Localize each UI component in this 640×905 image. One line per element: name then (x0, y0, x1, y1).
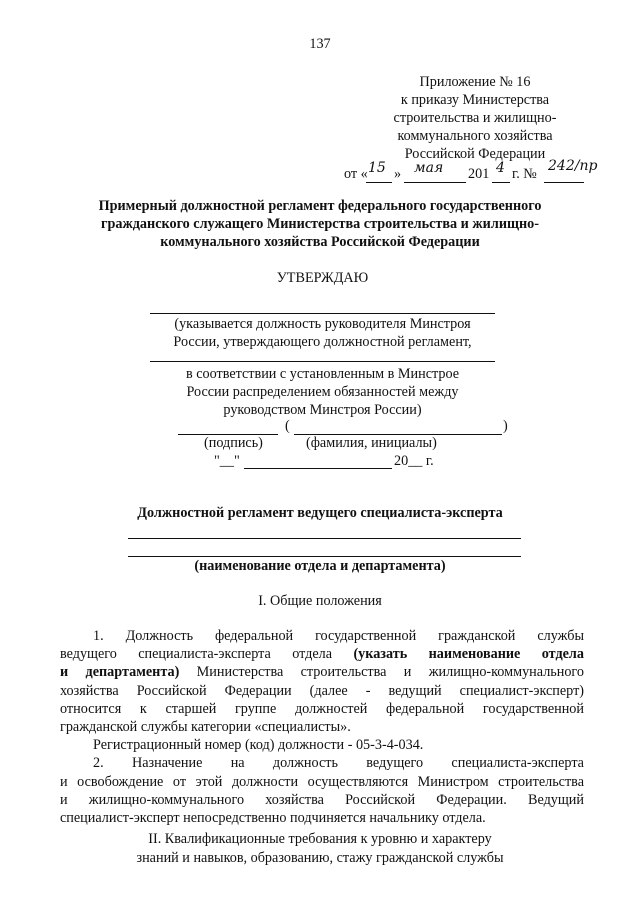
appendix-line: к приказу Министерства (400, 92, 550, 108)
paragraph-1-text: Министерства строительства и жилищно-коммунального (179, 664, 584, 681)
section-1-body (60, 627, 584, 827)
title-line: коммунального хозяйства Российской Федерации (160, 234, 480, 250)
approval-heading: УТВЕРЖДАЮ (276, 270, 369, 286)
paragraph-1-line: 1. Должность федеральной государственной гражданской службы (93, 628, 584, 644)
section-2-heading-line: II. Квалификационные требования к уровню и характеру (148, 831, 492, 847)
approval-note (150, 315, 495, 351)
paragraph-2-line: и жилищно-коммунального хозяйства Российской Федерации. Ведущий (60, 791, 584, 808)
department-label: (наименование отдела и департамента) (194, 558, 446, 574)
date-prefix: от « (344, 166, 368, 182)
appendix-line: Приложение № 16 (419, 74, 531, 90)
paragraph-2-line: и освобождение от этой должности осуществляются Министром строительства (60, 773, 584, 790)
signature-label: (подпись) (204, 435, 263, 451)
appendix-line: Российской Федерации (404, 146, 546, 162)
paragraph-2-line: специалист-эксперт непосредственно подчиняется начальнику отдела. (60, 810, 486, 827)
paragraph-1-bold: и департамента) (60, 664, 180, 681)
paragraph-1-line (60, 645, 584, 663)
page-number: 137 (309, 36, 331, 52)
approval-note-line: России, утверждающего должностной регламент, (173, 334, 472, 350)
date-close-quote: » (394, 166, 402, 182)
document-title (60, 197, 580, 251)
date-year-prefix: 201 (468, 166, 490, 182)
title-line: Примерный должностной регламент федерального государственного (98, 198, 542, 214)
registration-number: Регистрационный номер (код) должности - 05-3-4-034. (93, 737, 424, 754)
appendix-line: коммунального хозяйства (397, 128, 553, 144)
paragraph-2-line: 2. Назначение на должность ведущего специалиста-эксперта (93, 755, 584, 772)
paragraph-1-text: ведущего специалиста-эксперта отдела (60, 646, 354, 663)
title-line: гражданского служащего Министерства строительства и жилищно- (101, 216, 539, 232)
date-day-handwritten: 15 (368, 160, 386, 176)
name-paren-open: ( (285, 418, 290, 434)
approval-date-quote: "__" (214, 453, 240, 469)
regulation-title: Должностной регламент ведущего специалиста-эксперта (137, 505, 503, 521)
approval-note-cont (150, 365, 495, 419)
date-year-digit-handwritten: 4 (496, 160, 505, 176)
order-number-handwritten: 242/пр (548, 158, 598, 174)
section-1-heading: I. Общие положения (258, 593, 382, 609)
paragraph-1-line: относится к старшей группе должностей федеральной государственной (60, 700, 584, 717)
name-paren-close: ) (503, 418, 508, 434)
appendix-line: строительства и жилищно- (393, 110, 557, 126)
approval-year: 20__ г. (394, 453, 434, 469)
approval-note-line: (указывается должность руководителя Минстроя (174, 316, 471, 332)
order-date-line (344, 158, 624, 186)
order-number-label: г. № (512, 166, 537, 182)
approval-note-line: России распределением обязанностей между (186, 384, 459, 400)
paragraph-1-bold: (указать наименование отдела (353, 646, 584, 663)
appendix-header (370, 73, 580, 163)
paragraph-1-line: хозяйства Российской Федерации (далее - ведущий специалист-эксперт) (60, 682, 584, 699)
date-month-handwritten: мая (414, 160, 444, 176)
paragraph-1-line (60, 663, 584, 681)
section-2-heading (60, 830, 580, 867)
name-label: (фамилия, инициалы) (306, 435, 437, 451)
section-2-heading-line: знаний и навыков, образованию, стажу гражданской службы (136, 849, 504, 866)
paragraph-1-line: гражданской службы категории «специалисты». (60, 719, 351, 736)
approval-note-line: руководством Минстроя России) (223, 402, 422, 418)
approval-note-line: в соответствии с установленным в Минстрое (185, 366, 460, 382)
